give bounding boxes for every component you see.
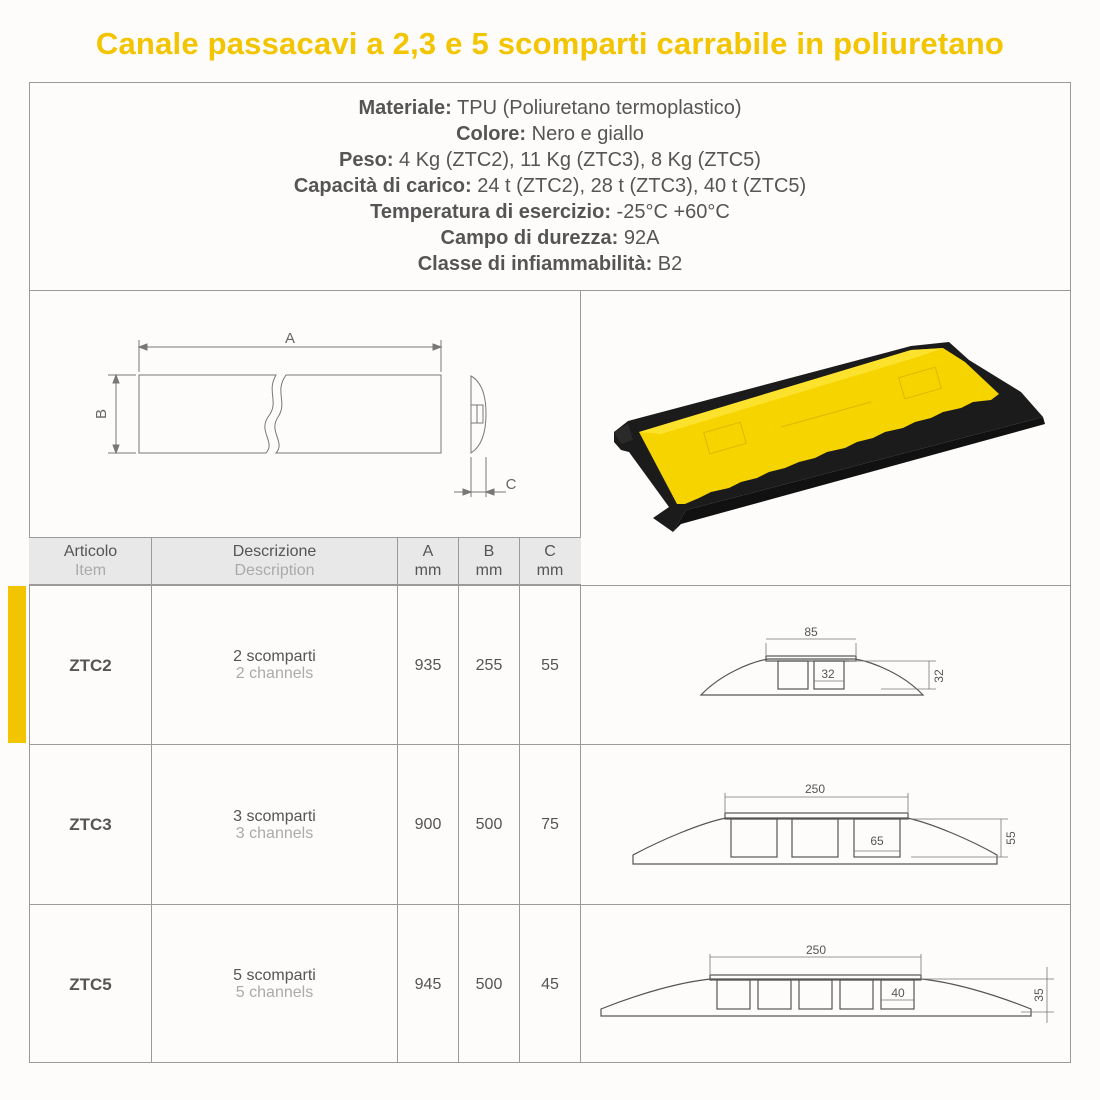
row-description: 3 scomparti 3 channels — [233, 807, 316, 842]
row-code: ZTC3 — [69, 815, 112, 834]
dimension-drawing — [30, 292, 580, 537]
header-c: C mm — [536, 543, 564, 579]
specs-block — [29, 82, 1071, 291]
spec-flammability: Classe di infiammabilità: B2 — [417, 253, 683, 275]
page-title: Canale passacavi a 2,3 e 5 scomparti carrabile in poliuretano — [95, 26, 1005, 61]
profile-ztc2 — [581, 586, 1070, 744]
header-description: Descrizione Description — [232, 543, 317, 579]
width-label: 85 — [804, 625, 818, 639]
width-label: 250 — [804, 782, 826, 796]
product-image — [581, 292, 1071, 585]
spec-temperature: Temperatura di esercizio: -25°C +60°C — [370, 201, 730, 223]
row-c: 45 — [541, 975, 559, 993]
row-code: ZTC5 — [69, 974, 112, 994]
spec-color: Colore: Nero e giallo — [456, 123, 644, 145]
row-c: 75 — [541, 816, 559, 833]
channel-label: 40 — [891, 986, 905, 1000]
header-a: A mm — [414, 543, 442, 579]
width-label: 250 — [805, 943, 827, 957]
spec-load-capacity: Capacità di carico: 24 t (ZTC2), 28 t (ZTC3), 40 t (ZTC5) — [293, 175, 807, 197]
row-c: 55 — [541, 656, 559, 674]
profile-ztc5 — [581, 905, 1070, 1063]
dim-c-label: C — [505, 476, 517, 493]
header-b: B mm — [475, 543, 503, 579]
row-a: 945 — [414, 975, 442, 993]
accent-bar — [8, 586, 26, 743]
row-a: 900 — [414, 816, 442, 833]
spec-hardness: Campo di durezza: 92A — [440, 227, 660, 249]
row-description: 5 scomparti 5 channels — [233, 967, 316, 1001]
header-item: Articolo Item — [63, 543, 118, 579]
profile-ztc3 — [581, 745, 1070, 904]
row-b: 500 — [475, 816, 503, 833]
row-b: 500 — [475, 975, 503, 993]
channel-label: 32 — [821, 667, 835, 681]
dim-b-label: B — [93, 408, 110, 420]
row-b: 255 — [475, 656, 503, 674]
height-label: 55 — [1004, 831, 1018, 845]
spec-weight: Peso: 4 Kg (ZTC2), 11 Kg (ZTC3), 8 Kg (ZTC5) — [339, 149, 761, 171]
spec-material: Materiale: TPU (Poliuretano termoplastico) — [358, 97, 742, 119]
row-code: ZTC2 — [69, 655, 112, 675]
dim-a-label: A — [284, 330, 296, 347]
channel-label: 65 — [870, 834, 884, 848]
row-a: 935 — [414, 656, 442, 674]
height-label: 32 — [932, 669, 946, 683]
height-label: 35 — [1032, 988, 1046, 1002]
row-description: 2 scomparti 2 channels — [233, 648, 316, 682]
